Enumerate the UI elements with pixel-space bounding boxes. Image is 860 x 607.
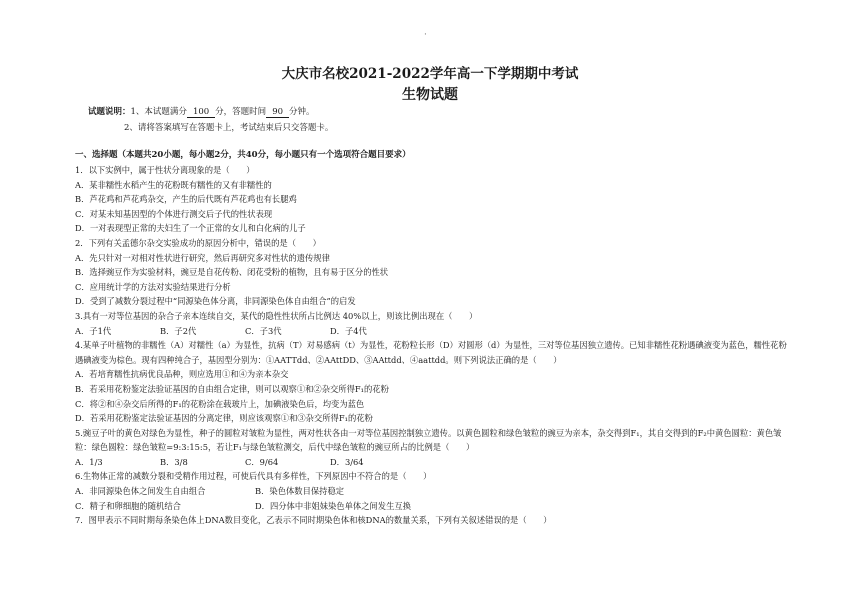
question-4-option-d: D．若采用花粉鉴定法验证基因的分离定律，则应该观察①和③杂交所得F₁的花粉 [75,413,373,424]
notes-label: 试题说明： [88,107,131,117]
question-6-options-row-1 [75,484,795,499]
question-1-option-a: A．某非糯性水稻产生的花粉既有糯性的又有非糯性的 [75,179,272,190]
question-3-option-b: B．子2代 [160,325,197,336]
exam-subtitle: 生物试题 [402,87,458,103]
exam-notes [88,104,333,136]
question-3-option-c: C．子3代 [245,325,282,336]
question-4-option-c: C．将②和④杂交后所得的F₁的花粉涂在载玻片上，加碘液染色后，均变为蓝色 [75,398,365,409]
question-2-option-b: B．选择豌豆作为实验材料，豌豆是自花传粉、闭花受粉的植物，且有易于区分的性状 [75,267,389,278]
question-list [75,163,795,528]
notes-line-2: 2、请将答案填写在答题卡上，考试结束后只交答题卡。 [124,123,334,133]
question-2-option-a: A．先只针对一对相对性状进行研究，然后再研究多对性状的遗传规律 [75,252,330,263]
question-5-option-a: A．1/3 [75,456,103,467]
question-1-option-d: D．一对表现型正常的夫妇生了一个正常的女儿和白化病的儿子 [75,223,306,234]
notes-text-1b: 分，答题时间 [215,107,267,117]
question-1-stem: 1．以下实例中，属于性状分离现象的是（ ） [75,165,255,175]
question-3-option-a: A．子1代 [75,325,112,336]
exam-title: 大庆市名校2021-2022学年高一下学期期中考试 [281,66,579,82]
question-3-stem: 3.具有一对等位基因的杂合子亲本连续自交，某代的隐性性状所占比例达 40%以上，则该比例出现在（ ） [75,310,478,321]
question-1-option-c: C．对某未知基因型的个体进行测交后子代的性状表现 [75,208,273,219]
question-6-option-b: B．染色体数目保持稳定 [255,486,345,497]
notes-line-1 [88,104,333,120]
question-4-option-a: A．若培育糯性抗病优良品种，则应选用①和④为亲本杂交 [75,369,289,380]
question-5-stem: 5.豌豆子叶的黄色对绿色为显性，种子的圆粒对皱粒为显性，两对性状各由一对等位基因控制独立遗传。以黄色圆粒和绿色皱粒的豌豆为亲本，杂交得到F₁，其自交得到的F₂中黄色圆粒：黄色皱粒：绿色圆粒：绿色皱粒=9:3:15:5，若让F₁与绿色皱粒测交，后代中绿色皱粒的豌豆所占的比例是（ ） [75,427,782,453]
question-6-option-a: A．非同源染色体之间发生自由组合 [75,486,206,497]
question-2-option-c: C．应用统计学的方法对实验结果进行分析 [75,281,231,292]
notes-text-1a: 1、本试题满分 [130,107,187,117]
question-4-stem: 4.某单子叶植物的非糯性（A）对糯性（a）为显性，抗病（T）对易感病（t）为显性，花粉粒长形（D）对圆形（d）为显性，三对等位基因独立遗传。已知非糯性花粉遇碘液变为蓝色，糯性花粉遇碘液变为棕色。现有四种纯合子，基因型分别为：①AATTdd、②AAttDD、③AAttdd、④aattdd。则下列说法正确的是（ ） [75,340,787,365]
section-heading: 一、选择题（本题共20小题，每小题2分，共40分，每小题只有一个选项符合题目要求） [75,150,411,160]
question-6-stem: 6.生物体正常的减数分裂和受精作用过程，可使后代具有多样性，下列原因中不符合的是（ ） [75,471,432,482]
question-6-options-row-2 [75,499,795,514]
question-2-option-d: D．受到了减数分裂过程中“同源染色体分离，非同源染色体自由组合”的启发 [75,296,356,307]
question-5-option-c: C．9/64 [245,456,279,467]
question-5-option-d: D．3/64 [330,456,364,467]
question-6-option-c: C．精子和卵细胞的随机结合 [75,500,181,511]
question-6-option-d: D．四分体中非姐妹染色单体之间发生互换 [255,500,411,511]
question-5-option-b: B．3/8 [160,456,188,467]
question-2-stem: 2．下列有关孟德尔杂交实验成功的原因分析中，错误的是（ ） [75,237,321,248]
question-1-option-b: B．芦花鸡和芦花鸡杂交，产生的后代既有芦花鸡也有长腿鸡 [75,194,297,205]
question-5-options [75,455,795,470]
full-score-value: 100 [187,107,215,118]
page-dot: · [424,30,427,40]
question-3-option-d: D．子4代 [330,325,367,336]
notes-text-1c: 分钟。 [289,107,315,117]
question-4-option-b: B．若采用花粉鉴定法验证基因的自由组合定律，则可以观察①和②杂交所得F₁的花粉 [75,383,389,394]
question-3-options [75,324,795,339]
time-value: 90 [266,107,289,118]
question-7-stem: 7．图甲表示不同时期每条染色体上DNA数目变化，乙表示不同时期染色体和核DNA的数量关系，下列有关叙述错误的是（ ） [75,515,552,526]
